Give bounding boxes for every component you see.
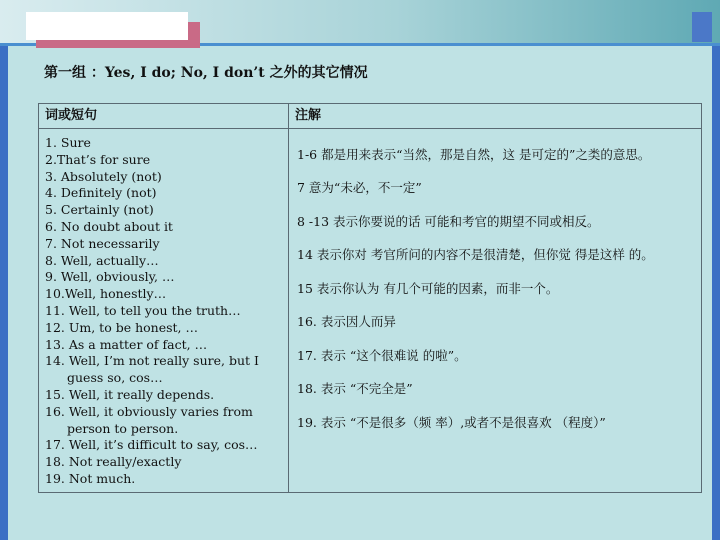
- phrase-line: 8. Well, actually…: [45, 252, 159, 268]
- phrases-cell: [39, 129, 289, 493]
- phrase-line: 14. Well, I’m not really sure, but I: [45, 353, 259, 369]
- phrase-line: person to person.: [67, 420, 179, 436]
- phrase-line: 7. Not necessarily: [45, 235, 160, 251]
- header-phrases: 词或短句: [39, 104, 289, 129]
- phrase-line: 11. Well, to tell you the truth…: [45, 302, 241, 318]
- phrase-line: 18. Not really/exactly: [45, 454, 182, 470]
- note-line: 17. 表示 “这个很难说 的啦”。: [297, 347, 467, 363]
- phrase-line: 10.Well, honestly…: [45, 286, 167, 302]
- note-line: 18. 表示 “不完全是”: [297, 381, 413, 397]
- table-header-row: [39, 104, 702, 129]
- phrase-line: 6. No doubt about it: [45, 218, 173, 234]
- right-border-bar: [712, 0, 720, 540]
- decor-white-box: [26, 12, 188, 40]
- notes-cell: [289, 129, 702, 493]
- phrase-line: 4. Definitely (not): [45, 185, 157, 201]
- table-body-row: [39, 129, 702, 493]
- phrase-line: 16. Well, it obviously varies from: [45, 403, 253, 419]
- phrase-line: 19. Not much.: [45, 470, 136, 486]
- phrase-line: guess so, cos…: [67, 370, 163, 386]
- note-line: 15 表示你认为 有几个可能的因素，而非一个。: [297, 280, 559, 296]
- phrase-line: 17. Well, it’s difficult to say, cos…: [45, 437, 258, 453]
- note-line: 7 意为“未必，不一定”: [297, 180, 422, 196]
- phrase-line: 2.That’s for sure: [45, 151, 151, 167]
- note-line: 8 -13 表示你要说的话 可能和考官的期望不同或相反。: [297, 213, 600, 229]
- left-border-bar: [0, 0, 8, 540]
- phrase-line: 15. Well, it really depends.: [45, 386, 215, 402]
- phrase-line: 9. Well, obviously, …: [45, 269, 175, 285]
- note-line: 16. 表示因人而异: [297, 314, 396, 330]
- slide-title: 第一组 ：Yes, I do; No, I don’t 之外的其它情况: [44, 65, 368, 81]
- phrase-line: 12. Um, to be honest, …: [45, 319, 198, 335]
- header-corner-block: [692, 12, 712, 42]
- phrase-line: 13. As a matter of fact, …: [45, 336, 208, 352]
- note-line: 14 表示你对 考官所问的内容不是很清楚，但你觉 得是这样 的。: [297, 247, 654, 263]
- phrase-line: 5. Certainly (not): [45, 202, 154, 218]
- note-line: 19. 表示 “不是很多（频 率）,或者不是很喜欢 （程度）”: [297, 414, 606, 430]
- header-notes: 注解: [289, 104, 702, 129]
- phrase-line: 1. Sure: [45, 135, 91, 150]
- note-line: 1-6 都是用来表示“当然，那是自然，这 是可定的”之类的意思。: [297, 146, 651, 162]
- phrase-line: 3. Absolutely (not): [45, 168, 162, 184]
- phrase-table: [38, 103, 702, 493]
